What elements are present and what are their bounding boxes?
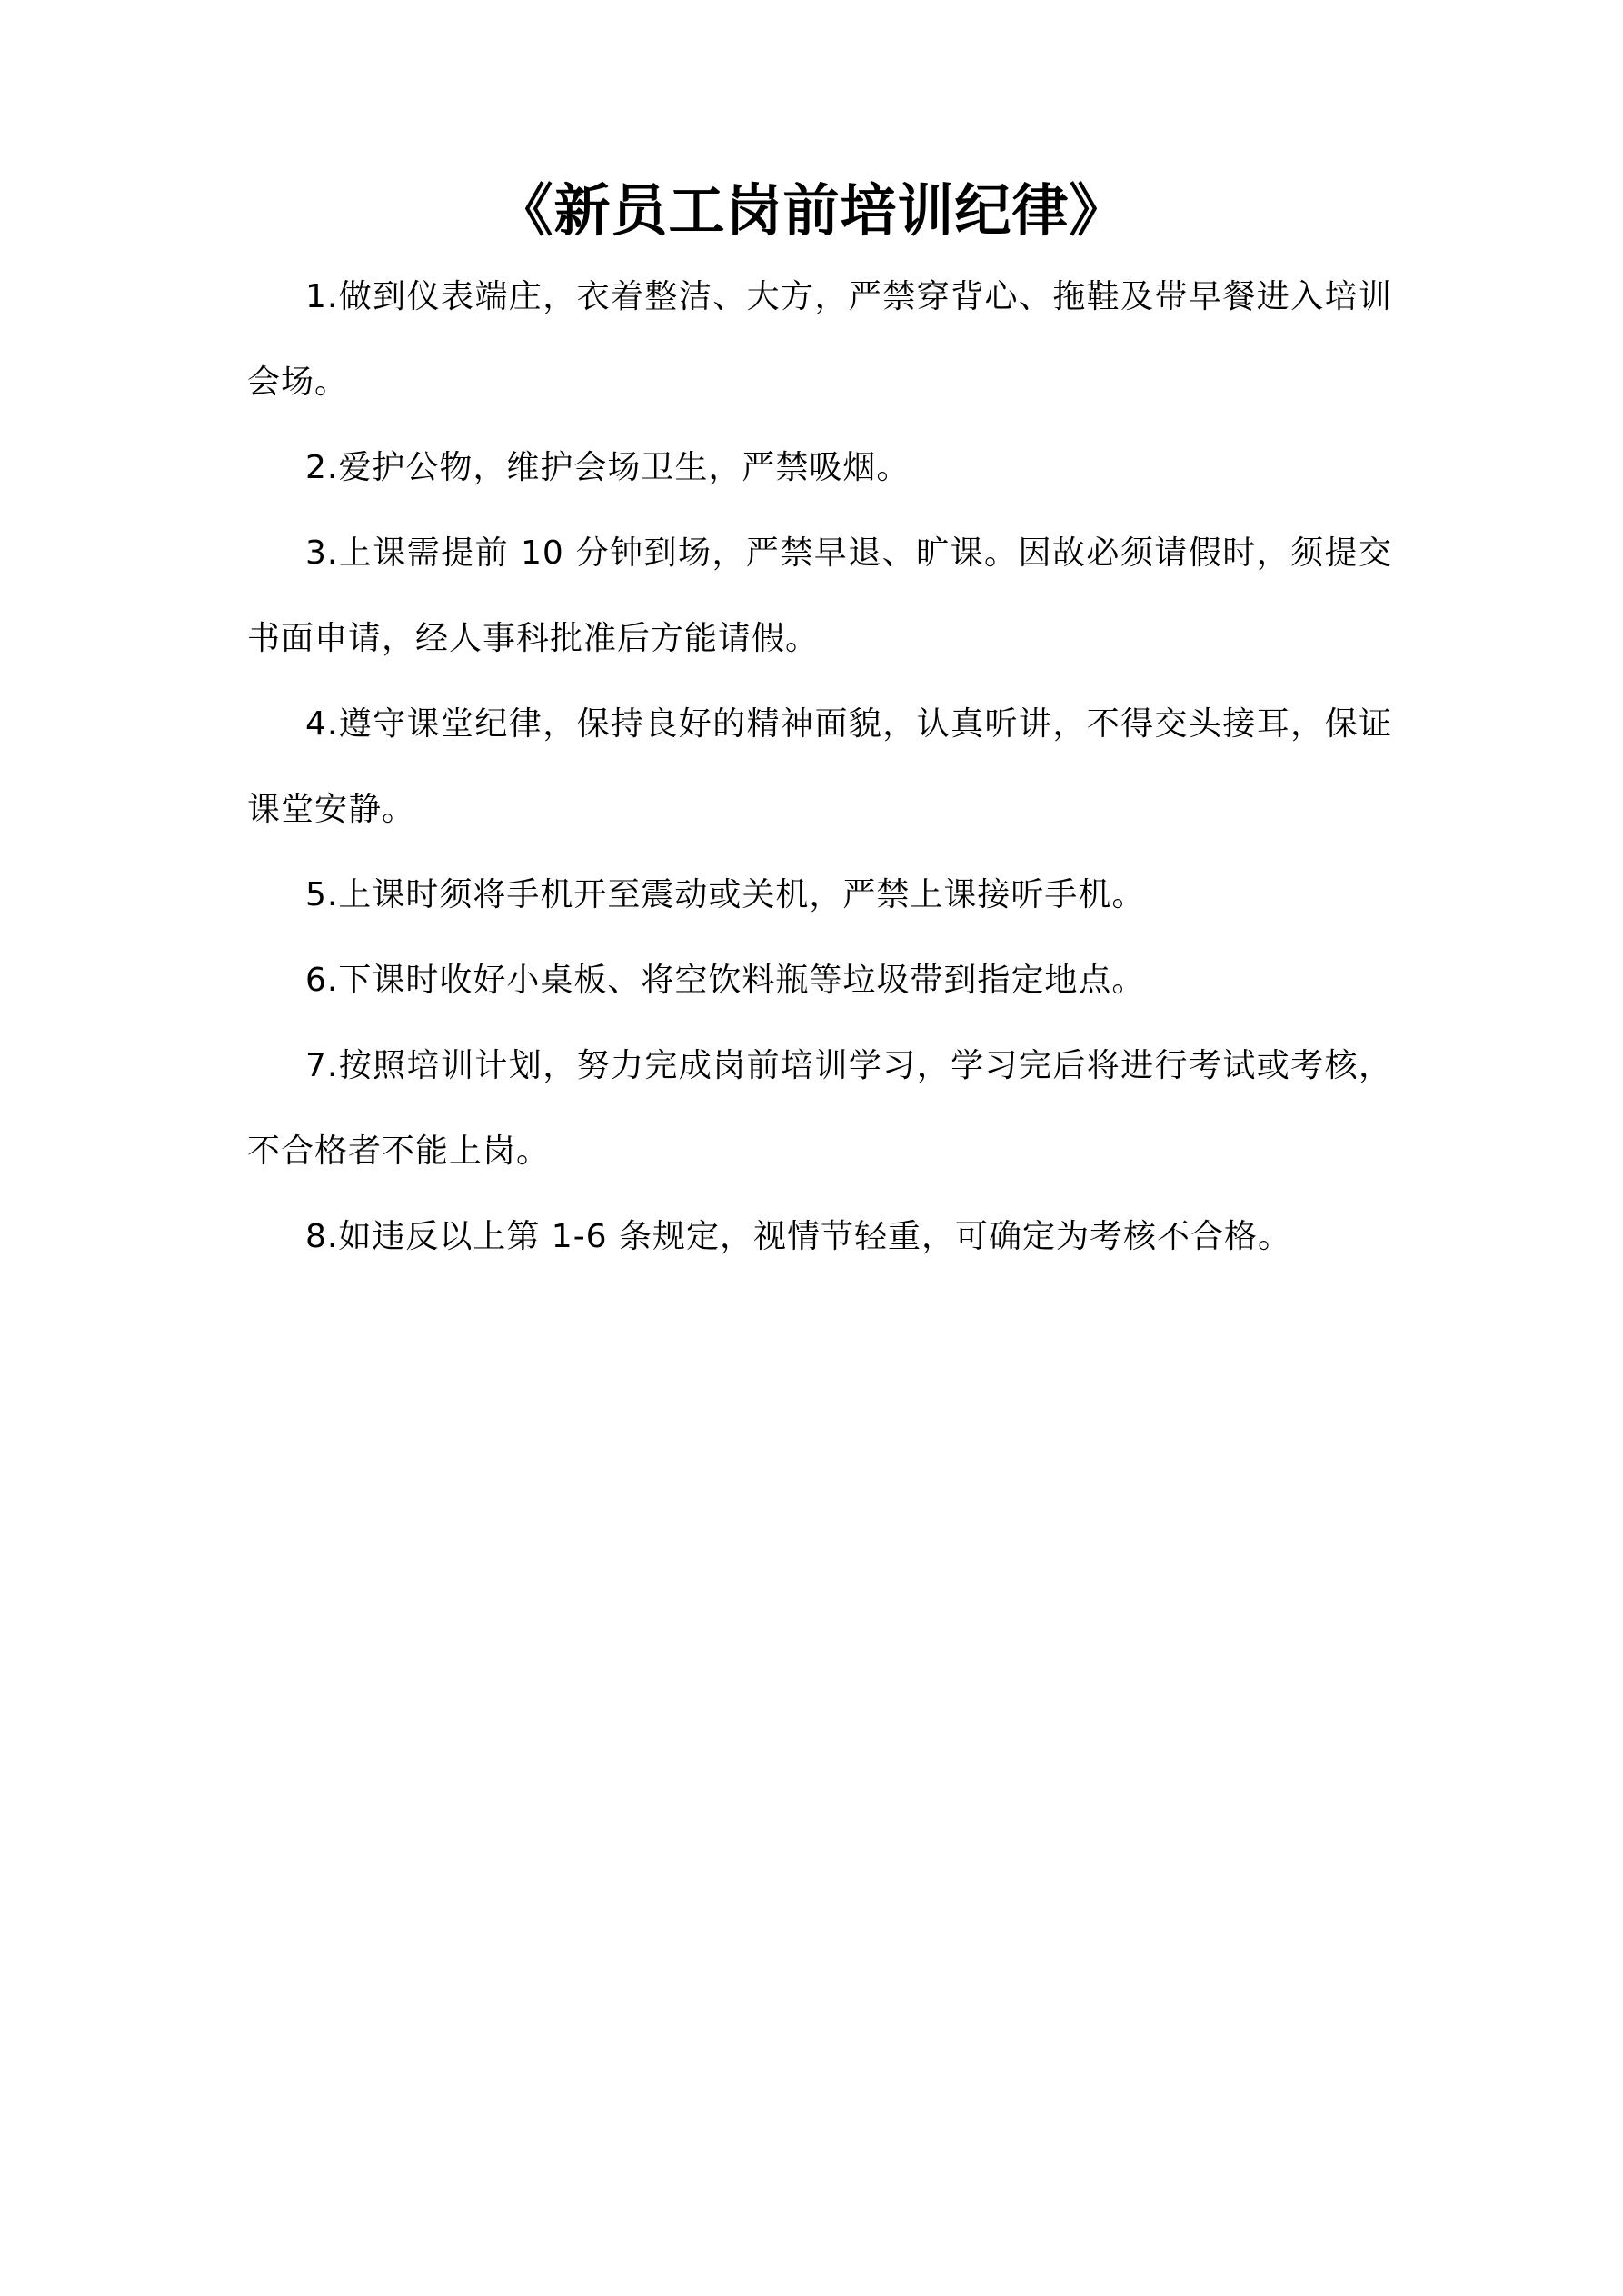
rule-item-4: 4.遵守课堂纪律，保持良好的精神面貌，认真听讲，不得交头接耳，保证课堂安静。	[247, 705, 1392, 828]
rule-item-8: 8.如违反以上第 1-6 条规定，视情节轻重，可确定为考核不合格。	[305, 1218, 1292, 1255]
rule-item-1: 1.做到仪表端庄，衣着整洁、大方，严禁穿背心、拖鞋及带早餐进入培训会场。	[247, 278, 1392, 401]
rule-item-6: 6.下课时收好小桌板、将空饮料瓶等垃圾带到指定地点。	[305, 962, 1146, 999]
rule-item-2: 2.爱护公物，维护会场卫生，严禁吸烟。	[305, 449, 911, 486]
rule-item-3: 3.上课需提前 10 分钟到场，严禁早退、旷课。因故必须请假时，须提交书面申请，经人事科批准后方能请假。	[247, 534, 1392, 657]
document-title: 《新员工岗前培训纪律》	[496, 176, 1127, 244]
rule-item-5: 5.上课时须将手机开至震动或关机，严禁上课接听手机。	[305, 876, 1146, 913]
rule-item-7: 7.按照培训计划，努力完成岗前培训学习，学习完后将进行考试或考核，不合格者不能上岗。	[247, 1047, 1392, 1170]
rules-list	[247, 255, 1392, 1280]
